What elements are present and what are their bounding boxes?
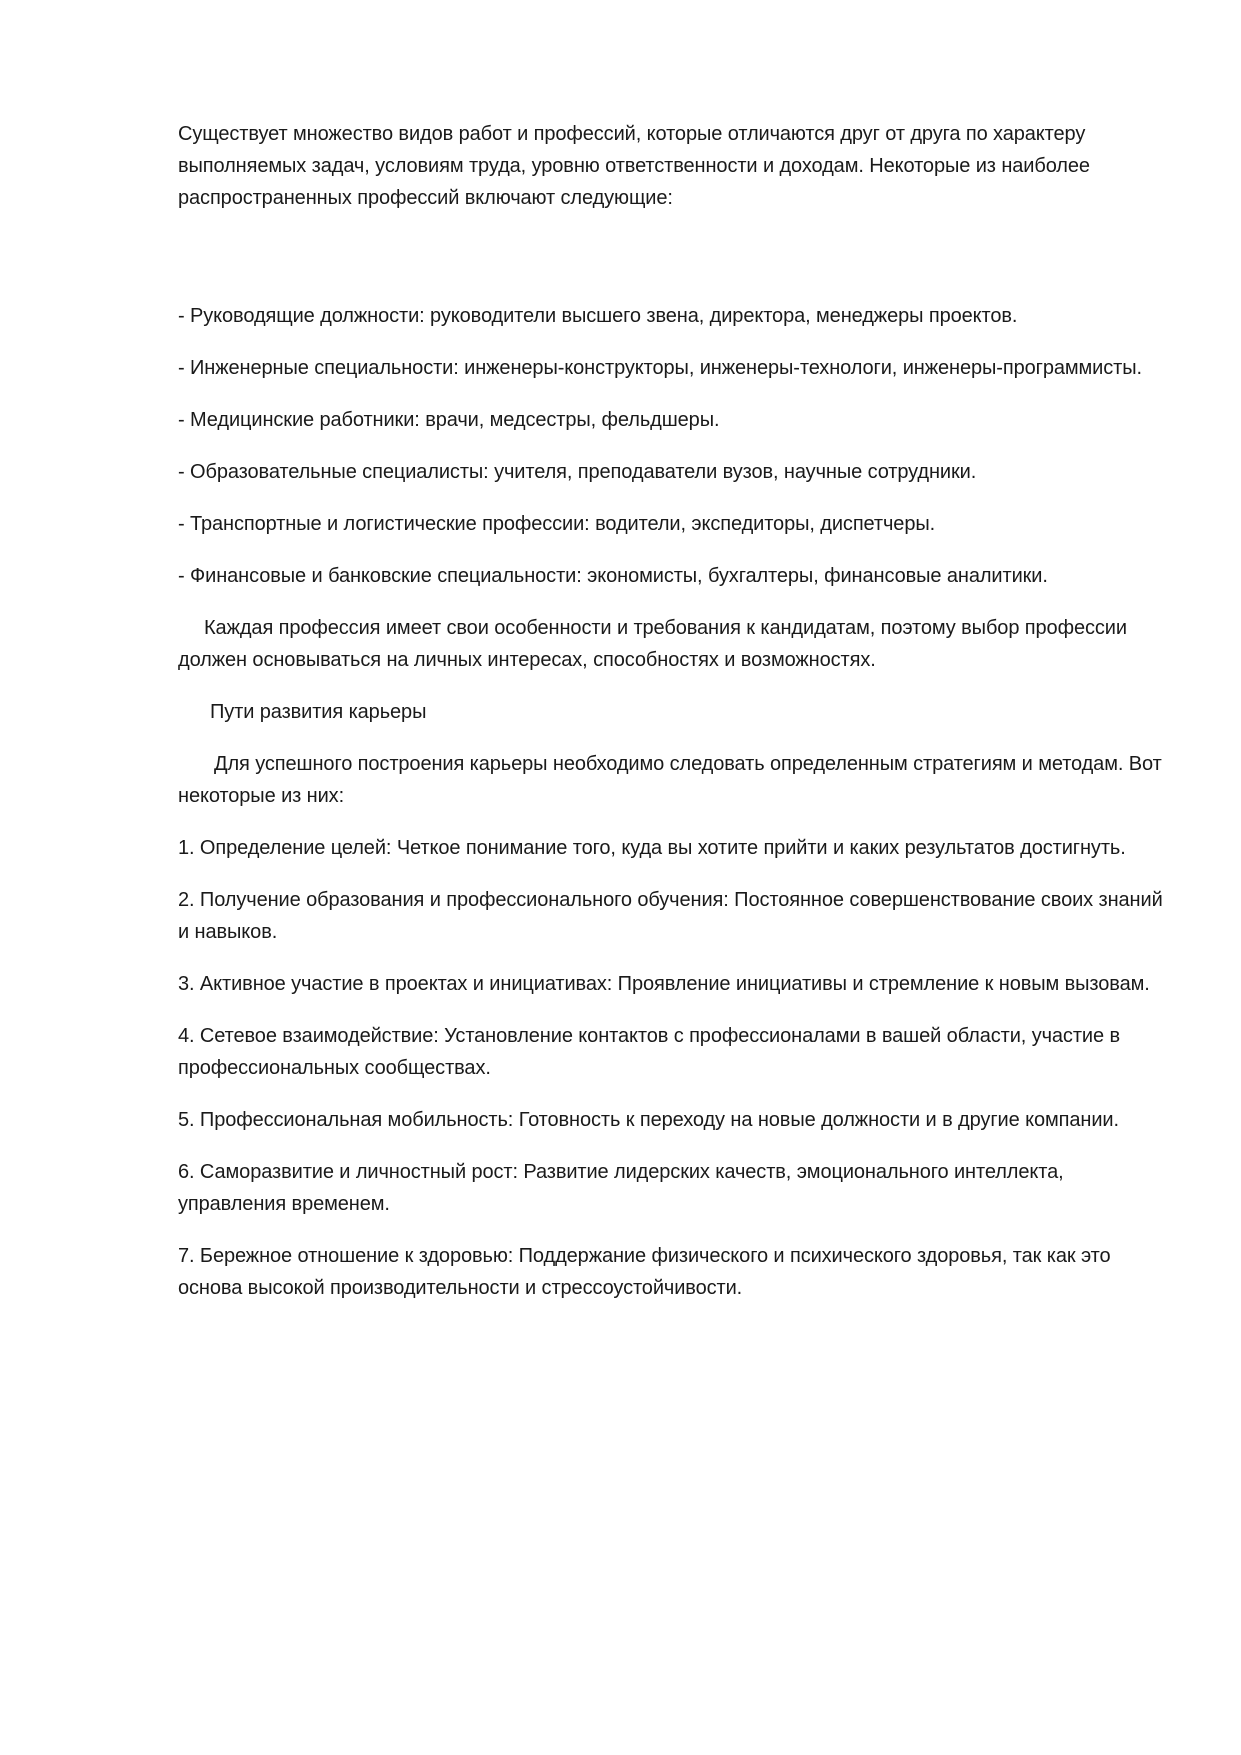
career-step-item: 6. Саморазвитие и личностный рост: Развитие лидерских качеств, эмоционального интеллекта, управления временем.: [178, 1161, 1064, 1215]
career-step-item: 2. Получение образования и профессионального обучения: Постоянное совершенствование своих знаний и навыков.: [178, 889, 1163, 943]
section-heading: Пути развития карьеры: [210, 701, 427, 723]
intro-paragraph: Существует множество видов работ и профессий, которые отличаются друг от друга по характеру выполняемых задач, условиям труда, уровню ответственности и доходам. Некоторые из наиболее распространенных профессий включают следующие:: [178, 123, 1090, 209]
profession-item: - Инженерные специальности: инженеры-конструкторы, инженеры-технологи, инженеры-программисты.: [178, 357, 1142, 379]
profession-item: - Руководящие должности: руководители высшего звена, директора, менеджеры проектов.: [178, 305, 1018, 327]
document-body: [178, 118, 1164, 1324]
career-step-item: 4. Сетевое взаимодействие: Установление контактов с профессионалами в вашей области, участие в профессиональных сообществах.: [178, 1025, 1120, 1079]
conclusion-paragraph: Каждая профессия имеет свои особенности и требования к кандидатам, поэтому выбор профессии должен основываться на личных интересах, способностях и возможностях.: [178, 617, 1127, 671]
career-step-item: 5. Профессиональная мобильность: Готовность к переходу на новые должности и в другие компании.: [178, 1109, 1119, 1131]
career-step-item: 3. Активное участие в проектах и инициативах: Проявление инициативы и стремление к новым вызовам.: [178, 973, 1150, 995]
profession-item: - Финансовые и банковские специальности: экономисты, бухгалтеры, финансовые аналитики.: [178, 565, 1048, 587]
career-step-item: 7. Бережное отношение к здоровью: Поддержание физического и психического здоровья, так как это основа высокой производительности и стрессоустойчивости.: [178, 1245, 1111, 1299]
profession-item: - Транспортные и логистические профессии: водители, экспедиторы, диспетчеры.: [178, 513, 936, 535]
profession-item: - Медицинские работники: врачи, медсестры, фельдшеры.: [178, 409, 720, 431]
methods-intro-paragraph: Для успешного построения карьеры необходимо следовать определенным стратегиям и методам. Вот некоторые из них:: [178, 753, 1162, 807]
profession-item: - Образовательные специалисты: учителя, преподаватели вузов, научные сотрудники.: [178, 461, 977, 483]
career-step-item: 1. Определение целей: Четкое понимание того, куда вы хотите прийти и каких результатов достигнуть.: [178, 837, 1126, 859]
